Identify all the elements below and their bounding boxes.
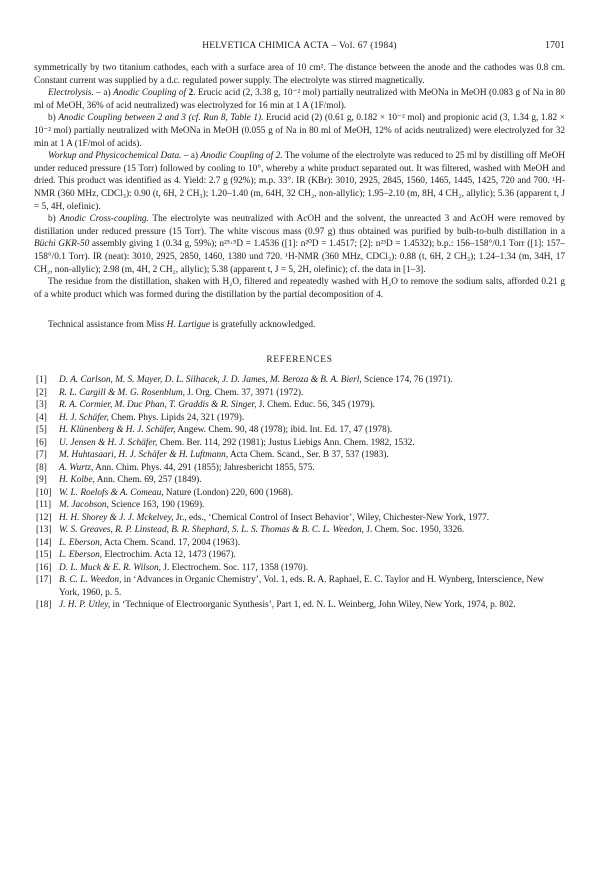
paragraph-electrolysis-b — [34, 112, 565, 150]
reference-authors: H. Klünenberg & H. J. Schäfer, — [59, 425, 176, 436]
reference-item — [34, 562, 565, 575]
reference-authors: B. C. L. Weedon, — [59, 575, 122, 586]
reference-authors: A. Wurtz, — [59, 462, 94, 473]
reference-number: [1] — [36, 375, 47, 386]
reference-item — [34, 474, 565, 487]
reference-number: [12] — [36, 512, 52, 523]
paragraph-text: assembly giving 1 (0.34 g, 59%); n²⁵·⁵D = 1.4536 ([1]: n²⁰D = 1.4517; [2]: n²³D = 1.4532); b.p.: 156–158°/0.1 Torr ([1]: 157–158°/0.1 Torr). IR (neat): 3010, 2925, 2850, 1460, 1380 und 720. ¹H-NMR (360 MHz, CDCl₃): 0.88 (t, 6H, 2 CH₃); 1.24–1.34 (m, 34H, 17 CH₂, non-allylic); 2.98 (m, 4H, 2 CH₂, allylic); 5.38 (apparent t, J = 5, 2H, olefinic); cf. the data in [1–3]. — [34, 239, 565, 275]
reference-authors: W. S. Greaves, R. P. Linstead, B. R. Shephard, S. L. S. Thomas & B. C. L. Weedon, — [59, 525, 364, 536]
reference-source: J. Chem. Educ. 56, 345 (1979). — [256, 400, 376, 411]
reference-number: [11] — [36, 500, 52, 511]
reference-number: [16] — [36, 562, 52, 573]
page-number: 1701 — [545, 40, 565, 51]
reference-source: Chem. Ber. 114, 292 (1981); Justus Liebigs Ann. Chem. 1982, 1532. — [157, 437, 415, 448]
reference-number: [17] — [36, 575, 52, 586]
reference-authors: H. Kolbe, — [59, 475, 95, 486]
reference-number: [10] — [36, 487, 52, 498]
reference-number: [14] — [36, 537, 52, 548]
reference-authors: U. Jensen & H. J. Schäfer, — [59, 437, 158, 448]
reference-item — [34, 487, 565, 500]
reference-item — [34, 462, 565, 475]
reference-authors: R. L. Cargill & M. G. Rosenblum, — [59, 387, 185, 398]
paragraph-workup-a — [34, 150, 565, 213]
subsection-title: Anodic Coupling of 2 — [200, 151, 281, 162]
reference-source: Acta Chem. Scand., Ser. B 37, 537 (1983). — [228, 450, 389, 461]
ack-person: H. Lartigue — [166, 320, 211, 331]
reference-item — [34, 449, 565, 462]
paragraph-text: . The volume of the electrolyte was reduced to 25 ml by distilling off MeOH under reduced pressure (15 Torr) followed by cooling to 10°, whereby a white product separated out. It was filtered, washed with MeOH and dried. This product was identified as 4. Yield: 2.7 g (92%); m.p. 33°. IR (KBr): 3010, 2925, 2845, 1560, 1465, 1445, 1425, 720 and 700. ¹H-NMR (360 MHz, CDCl₃): 0.90 (t, 6H, 2 CH₃); 1.20–1.40 (m, 64H, 32 CH₂, non-allylic); 1.95–2.10 (m, 8H, 4 CH₂, allylic); 5.36 (apparent t, J = 5, 4H, olefinic). — [34, 151, 566, 212]
reference-source: Chem. Phys. Lipids 24, 321 (1979). — [108, 412, 245, 423]
reference-item — [34, 424, 565, 437]
reference-item — [34, 599, 565, 612]
reference-authors: M. Huhtasaari, H. J. Schäfer & H. Luftmann, — [59, 450, 229, 461]
reference-item — [34, 387, 565, 400]
journal-title-part: ELVETICA — [209, 41, 259, 51]
journal-title — [34, 40, 565, 52]
ack-text: Technical assistance from Miss — [48, 320, 167, 331]
reference-item — [34, 399, 565, 412]
reference-item — [34, 549, 565, 562]
reference-list — [34, 374, 565, 612]
reference-source: in ‘Technique of Electroorganic Synthesis’, Part 1, ed. N. L. Weinberg, John Wiley, New York, 1974, p. 802. — [110, 600, 516, 611]
reference-number: [15] — [36, 550, 52, 561]
reference-source: Jr., eds., ‘Chemical Control of Insect Behavior’, Wiley, Chichester-New York, 1977. — [173, 512, 490, 523]
reference-number: [7] — [36, 450, 47, 461]
reference-number: [6] — [36, 437, 47, 448]
apparatus-name: Büchi GKR-50 — [34, 239, 90, 250]
reference-source: Ann. Chem. 69, 257 (1849). — [94, 475, 202, 486]
journal-title-part: A — [303, 41, 311, 51]
reference-authors: M. Jacobson, — [59, 500, 109, 511]
paragraph-workup-b — [34, 213, 565, 276]
reference-source: Science 174, 76 (1971). — [361, 375, 453, 386]
ack-text: is gratefully acknowledged. — [210, 320, 316, 331]
article-body — [34, 62, 565, 612]
subsection-title: Anodic Coupling between 2 and 3 (cf. Run 8, Table 1). — [58, 113, 264, 124]
journal-title-part: H — [202, 41, 210, 51]
paragraph-text: Erucid acid (2) (0.61 g, 0.182 × 10⁻² mol) and propionic acid (3, 1.34 g, 1.82 × 10⁻² mol) partially neutralized with MeONa in MeOH (0.055 g of Na in 80 ml of MeOH, 12% of acids neutralized) were electrolyzed for 32 min at 1 A (1F/mol of acids). — [34, 113, 565, 149]
reference-item — [34, 524, 565, 537]
reference-source: J. Chem. Soc. 1950, 3326. — [364, 525, 465, 536]
journal-title-part: C — [258, 41, 266, 51]
references-heading: REFERENCES — [266, 354, 333, 365]
compound-number: 2 — [188, 88, 194, 99]
reference-item — [34, 374, 565, 387]
reference-number: [9] — [36, 475, 47, 486]
reference-item — [34, 512, 565, 525]
reference-authors: W. L. Roelofs & A. Comeau, — [59, 487, 164, 498]
paragraph-text: b) — [48, 214, 60, 225]
reference-item — [34, 537, 565, 550]
reference-number: [5] — [36, 425, 47, 436]
reference-item — [34, 412, 565, 425]
reference-number: [18] — [36, 600, 52, 611]
reference-authors: H. J. Schäfer, — [59, 412, 109, 423]
reference-source: J. Electrochem. Soc. 117, 1358 (1970). — [161, 562, 309, 573]
reference-authors: R. A. Cormier, M. Duc Phan, T. Graddis & R. Singer, — [59, 400, 257, 411]
journal-title-part: CTA — [310, 41, 330, 51]
reference-number: [8] — [36, 462, 47, 473]
reference-source: Electrochim. Acta 12, 1473 (1967). — [102, 550, 236, 561]
paragraph-residue: The residue from the distillation, shaken with H₂O, filtered and repeatedly washed with H₂O to remove the sodium salts, afforded 0.21 g of a white product which was formed during the distillation by the partial decomposition of 4. — [34, 277, 565, 300]
reference-number: [13] — [36, 525, 52, 536]
reference-number: [3] — [36, 400, 47, 411]
reference-authors: D. A. Carlson, M. S. Mayer, D. L. Silhacek, J. D. James, M. Beroza & B. A. Bierl, — [59, 375, 362, 386]
reference-authors: J. H. P. Utley, — [59, 600, 111, 611]
reference-item — [34, 437, 565, 450]
paragraph-electrolysis-a — [34, 87, 565, 112]
reference-source: Ann. Chim. Phys. 44, 291 (1855); Jahresbericht 1855, 575. — [93, 462, 315, 473]
journal-title-part: HIMICA — [265, 41, 304, 51]
paragraph-electrode-setup: symmetrically by two titanium cathodes, each with a surface area of 10 cm². The distance between the anode and the cathodes was 0.8 cm. Constant current was supplied by a d.c. regulated power supply. The electrolyte was stirred magnetically. — [34, 63, 565, 86]
acknowledgement — [34, 319, 565, 332]
paragraph-text: – a) — [93, 88, 114, 99]
paragraph-text: – a) — [181, 151, 201, 162]
reference-authors: L. Eberson, — [59, 550, 103, 561]
reference-authors: L. Eberson, — [59, 537, 103, 548]
paragraph-text: . Erucic acid (2, 3.38 g, 10⁻² mol) partially neutralized with MeONa in MeOH (0.083 g of Na in 80 ml of MeOH, 36% of acid neutralized) was electrolyzed for 16 min at 1 A (1F/mol). — [34, 88, 565, 111]
reference-item — [34, 574, 565, 599]
reference-source: Science 163, 190 (1969). — [108, 500, 205, 511]
reference-authors: D. L. Muck & E. R. Wilson, — [59, 562, 161, 573]
reference-number: [2] — [36, 387, 47, 398]
reference-source: Nature (London) 220, 600 (1968). — [163, 487, 293, 498]
reference-source: J. Org. Chem. 37, 3971 (1972). — [184, 387, 304, 398]
reference-item — [34, 499, 565, 512]
subsection-title: Anodic Cross-coupling. — [59, 214, 149, 225]
reference-authors: H. H. Shorey & J. J. Mckelvey, — [59, 512, 174, 523]
section-heading: Electrolysis. — [48, 88, 94, 99]
reference-source: Angew. Chem. 90, 48 (1978); ibid. Int. Ed. 17, 47 (1978). — [175, 425, 393, 436]
reference-number: [4] — [36, 412, 47, 423]
subsection-title: Anodic Coupling of — [113, 88, 189, 99]
paragraph-text: b) — [48, 113, 59, 124]
section-heading: Workup and Physicochemical Data. — [48, 151, 182, 162]
journal-volume: – Vol. 67 (1984) — [329, 41, 397, 51]
reference-source: in ‘Advances in Organic Chemistry’, Vol. 1, eds. R. A. Raphael, E. C. Taylor and H. Wynberg, Interscience, New York, 1960, p. 5. — [59, 575, 544, 598]
reference-source: Acta Chem. Scand. 17, 2004 (1963). — [102, 537, 241, 548]
paragraph-text: The electrolyte was neutralized with AcOH and the solvent, the unreacted 3 and AcOH were removed by distillation under reduced pressure (15 Torr). The white viscous mass (0.97 g) thus obtained was purified by bulb-to-bulb distillation in a — [34, 214, 565, 237]
